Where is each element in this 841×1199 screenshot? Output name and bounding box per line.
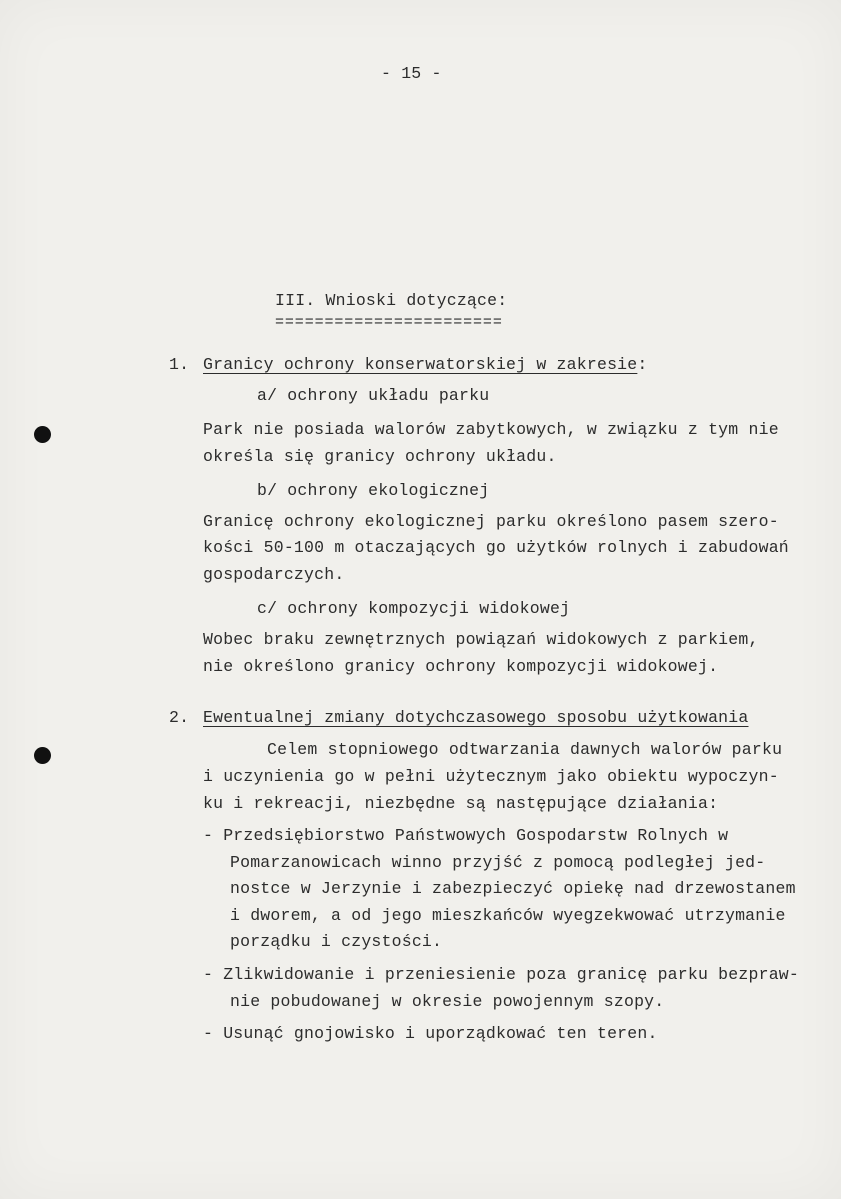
action-item-1-line-2: Pomarzanowicach winno przyjść z pomocą podległej jed-: [230, 853, 766, 872]
subsection-a-text-line-1: Park nie posiada walorów zabytkowych, w związku z tym nie: [203, 420, 779, 439]
section-2-intro-line-1: Celem stopniowego odtwarzania dawnych walorów parku: [267, 740, 783, 759]
section-heading-rule: =======================: [275, 314, 503, 331]
section-2-intro-line-3: ku i rekreacji, niezbędne są następujące działania:: [203, 794, 719, 813]
page-number: - 15 -: [381, 64, 442, 83]
subsection-b-text-line-2: kości 50-100 m otaczających go użytków rolnych i zabudowań: [203, 538, 789, 557]
binder-hole-bottom: [34, 747, 51, 764]
subsection-c-text-line-1: Wobec braku zewnętrznych powiązań widokowych z parkiem,: [203, 630, 759, 649]
subsection-c-title: c/ ochrony kompozycji widokowej: [257, 599, 571, 618]
section-1-title-colon: :: [637, 355, 648, 374]
subsection-c-text-line-2: nie określono granicy ochrony kompozycji widokowej.: [203, 657, 719, 676]
section-heading: III. Wnioski dotyczące:: [275, 291, 508, 310]
action-item-1-line-1: - Przedsiębiorstwo Państwowych Gospodarstw Rolnych w: [203, 826, 729, 845]
action-item-2-line-2: nie pobudowanej w okresie powojennym szopy.: [230, 992, 665, 1011]
binder-hole-top: [34, 426, 51, 443]
section-1-title: [203, 355, 647, 375]
section-2-title: Ewentualnej zmiany dotychczasowego sposobu użytkowania: [203, 708, 749, 727]
action-item-1-line-5: porządku i czystości.: [230, 932, 443, 951]
section-1-number: 1.: [169, 355, 190, 374]
subsection-b-text-line-1: Granicę ochrony ekologicznej parku określono pasem szero-: [203, 512, 779, 531]
section-2-number: 2.: [169, 708, 190, 727]
action-item-2-line-1: - Zlikwidowanie i przeniesienie poza granicę parku bezpraw-: [203, 965, 799, 984]
action-item-3-line-1: - Usunąć gnojowisko i uporządkować ten teren.: [203, 1024, 658, 1043]
action-item-1-line-4: i dworem, a od jego mieszkańców wyegzekwować utrzymanie: [230, 906, 786, 925]
section-1-title-text: Granicy ochrony konserwatorskiej w zakresie: [203, 355, 638, 374]
subsection-a-text-line-2: określa się granicy ochrony układu.: [203, 447, 557, 466]
subsection-b-text-line-3: gospodarczych.: [203, 565, 345, 584]
action-item-1-line-3: nostce w Jerzynie i zabezpieczyć opiekę nad drzewostanem: [230, 879, 796, 898]
section-2-intro-line-2: i uczynienia go w pełni użytecznym jako obiektu wypoczyn-: [203, 767, 779, 786]
subsection-a-title: a/ ochrony układu parku: [257, 386, 490, 405]
subsection-b-title: b/ ochrony ekologicznej: [257, 481, 490, 500]
